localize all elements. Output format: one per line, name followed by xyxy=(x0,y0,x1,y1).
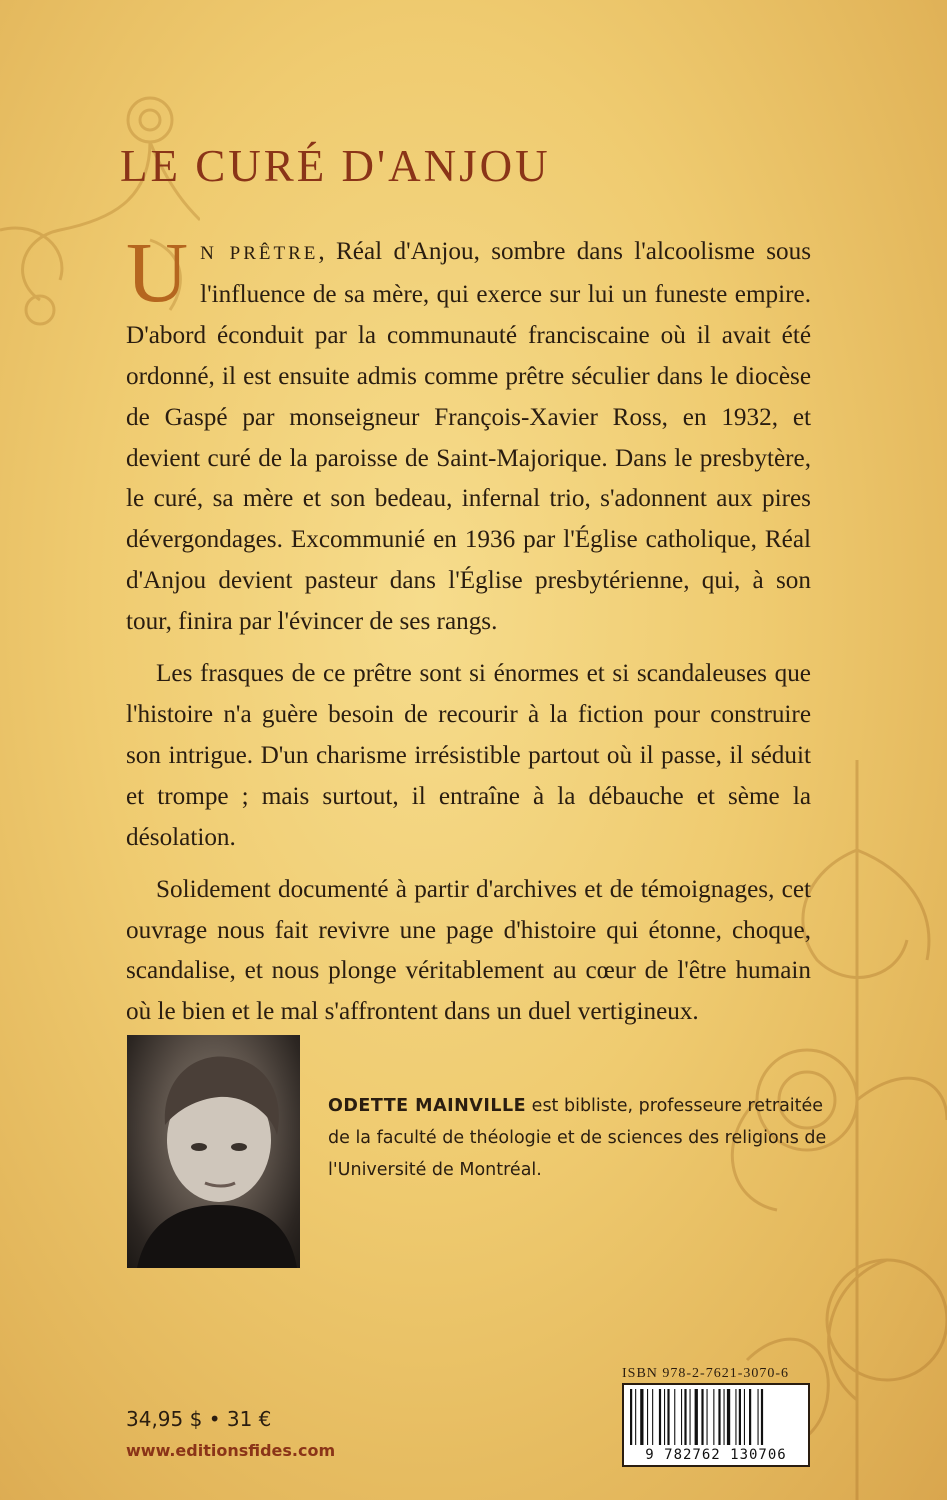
barcode xyxy=(622,1383,810,1467)
summary-paragraph-3: Solidement documenté à partir d'archives et de témoignages, cet ouvrage nous fait revivre une page d'histoire qui étonne, choque, scandalise, et nous plonge véritablement au cœur de l'être humain où le bien et le mal s'affrontent dans un duel vertigineux. xyxy=(126,875,811,1026)
book-title: LE CURÉ D'ANJOU xyxy=(120,141,551,191)
summary-p1-text: , Réal d'Anjou, sombre dans l'alcoolisme sous l'influence de sa mère, qui exerce sur lui un funeste empire. D'abord éconduit par la communauté franciscaine où il avait été ordonné, il est ensuite admis comme prêtre séculier dans le diocèse de Gaspé par monseigneur François-Xavier Ross, en 1932, et devient curé de la paroisse de Saint-Majorique. Dans le presbytère, le curé, sa mère et son bedeau, infernal trio, s'adonnent aux pires dévergondages. Excommunié en 1936 par l'Église catholique, Réal d'Anjou devient pasteur dans l'Église presbytérienne, qui, à son tour, finira par l'évincer de ses rangs. xyxy=(126,238,812,636)
author-portrait xyxy=(127,1035,300,1268)
summary-paragraph-2: Les frasques de ce prêtre sont si énormes et si scandaleuses que l'histoire n'a guère besoin de recourir à la fiction pour construire son intrigue. D'un charisme irrésistible partout où il passe, il séduit et trompe ; mais surtout, il entraîne à la débauche et sème la désolation. xyxy=(126,660,811,851)
author-bio xyxy=(328,1090,848,1186)
barcode-digits: 9 782762 130706 xyxy=(645,1447,787,1463)
author-bio-text: est bibliste, professeure retraitée de la faculté de théologie et de sciences des religions de l'Université de Montréal. xyxy=(328,1096,827,1180)
website-link[interactable]: www.editionsfides.com xyxy=(126,1441,336,1460)
lead-smallcaps: N PRÊTRE xyxy=(200,243,319,264)
dropcap-letter: U xyxy=(126,224,189,320)
author-name: ODETTE MAINVILLE xyxy=(328,1096,527,1116)
book-summary xyxy=(126,224,812,1044)
summary-paragraph-1 xyxy=(126,224,812,643)
isbn: ISBN 978-2-7621-3070-6 xyxy=(622,1366,790,1381)
barcode-bars xyxy=(630,1389,804,1445)
price: 34,95 $ • 31 € xyxy=(126,1407,272,1431)
